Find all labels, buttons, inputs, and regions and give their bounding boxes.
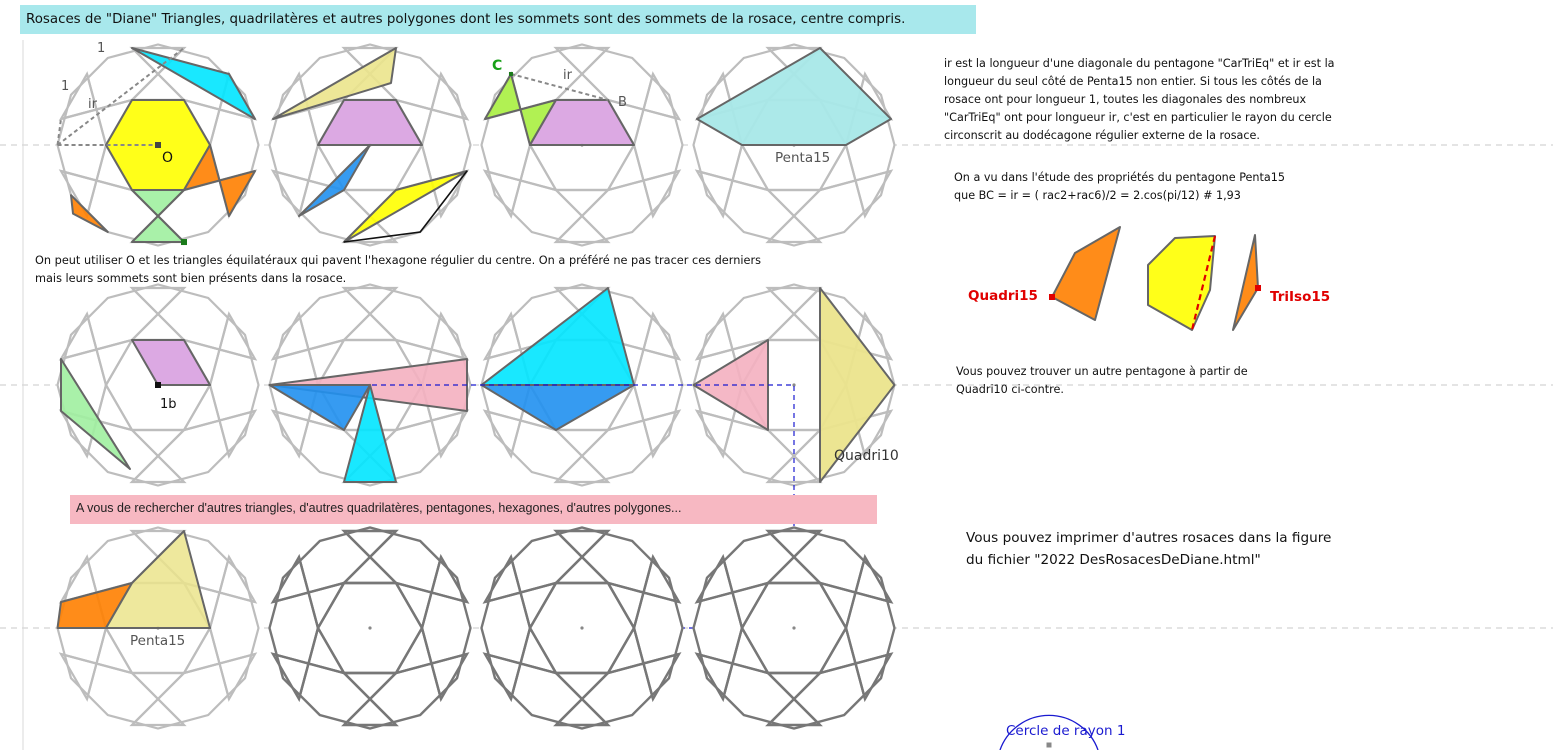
triiso15-point	[1255, 285, 1261, 291]
label-penta15: Penta15	[130, 633, 186, 649]
note-line: Vous pouvez imprimer d'autres rosaces dans la figure	[966, 530, 1332, 546]
point-1b	[155, 382, 161, 388]
center-o	[155, 142, 161, 148]
note-penta15-bc	[954, 169, 1285, 205]
quadri15-shape	[1052, 227, 1120, 320]
triiso15-shape	[1233, 235, 1258, 330]
quadri15-point	[1049, 294, 1055, 300]
print-note	[966, 527, 1331, 571]
label-penta15: Penta15	[775, 150, 831, 166]
label-center-o: O	[162, 150, 174, 166]
page-title: Rosaces de "Diane" Triangles, quadrilatères et autres polygones dont les sommets sont des sommets de la rosace, centre compris.	[20, 5, 976, 34]
label-quadri10: Quadri10	[834, 448, 899, 464]
note-autre-pentagone	[956, 363, 1248, 399]
label-one-top: 1	[97, 41, 106, 56]
label-1b: 1b	[160, 397, 177, 412]
point-c	[509, 72, 513, 76]
center-point	[580, 626, 583, 629]
label-one-left: 1	[61, 79, 70, 94]
rosace	[482, 528, 683, 729]
cercle-center	[1047, 743, 1052, 748]
note-line: rosace ont pour longueur 1, toutes les diagonales des nombreux	[944, 93, 1307, 106]
note-line: Quadri10 ci-contre.	[956, 383, 1064, 396]
label-ir: ir	[88, 97, 97, 112]
label-triiso15: TriIso15	[1270, 289, 1331, 305]
label-point-b: B	[618, 95, 627, 110]
rosace	[694, 528, 895, 729]
note-line: "CarTriEq" ont pour longueur ir, c'est en particulier le rayon du cercle	[944, 111, 1332, 124]
label-point-c: C	[492, 58, 503, 74]
note-line: longueur du seul côté de Penta15 non entier. Si tous les côtés de la	[944, 75, 1322, 88]
note-triangles-equilateraux	[35, 252, 761, 288]
note-line: Vous pouvez trouver un autre pentagone à partir de	[956, 365, 1248, 378]
note-line: mais leurs sommets sont bien présents dans la rosace.	[35, 272, 347, 285]
note-line: On a vu dans l'étude des propriétés du pentagone Penta15	[954, 171, 1286, 184]
pink-banner: A vous de rechercher d'autres triangles, d'autres quadrilatères, pentagones, hexagones, d'autres polygones...	[70, 495, 877, 524]
cartrieq-shape	[1148, 236, 1215, 330]
rosace	[270, 528, 471, 729]
label-cercle-rayon-1: Cercle de rayon 1	[1006, 723, 1126, 739]
note-line: On peut utiliser O et les triangles équilatéraux qui pavent l'hexagone régulier du centre. On a préféré ne pas tracer ces derniers	[35, 254, 761, 267]
note-line: circonscrit au dodécagone régulier externe de la rosace.	[944, 129, 1260, 142]
note-line: du fichier "2022 DesRosacesDeDiane.html"	[966, 552, 1261, 568]
center-point	[792, 626, 795, 629]
point-marker	[181, 239, 187, 245]
label-ir: ir	[563, 68, 572, 83]
label-quadri15: Quadri15	[968, 288, 1038, 304]
center-point	[368, 626, 371, 629]
note-ir-diagonale	[944, 55, 1335, 145]
note-line: ir est la longueur d'une diagonale du pentagone "CarTriEq" et ir est la	[944, 57, 1335, 70]
note-line: que BC = ir = ( rac2+rac6)/2 = 2.cos(pi/12) # 1,93	[954, 189, 1241, 202]
